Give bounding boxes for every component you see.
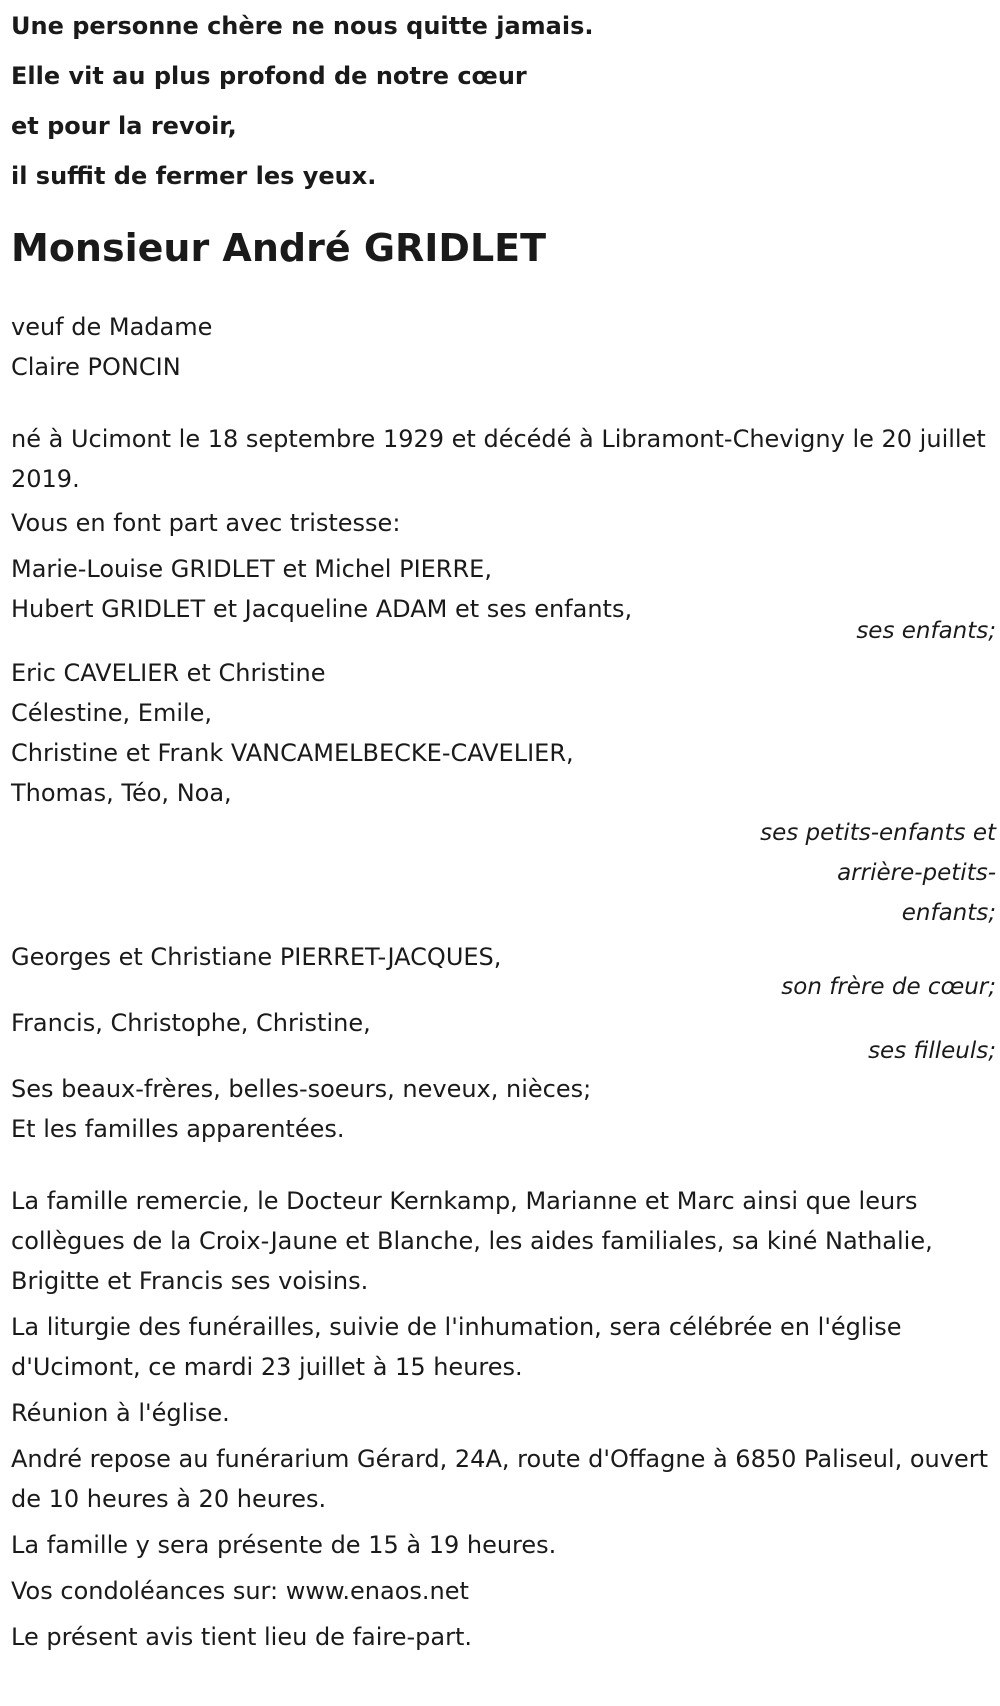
family-line: Hubert GRIDLET et Jacqueline ADAM et ses enfants, xyxy=(11,595,633,623)
other-relatives xyxy=(11,1069,996,1149)
quote-line: Elle vit au plus profond de notre cœur xyxy=(11,62,527,90)
notice-paragraph: Le présent avis tient lieu de faire-part. xyxy=(11,1623,473,1651)
presence-paragraph: La famille y sera présente de 15 à 19 heures. xyxy=(11,1531,557,1559)
godchildren-group xyxy=(11,1003,996,1071)
family-line: Ses beaux-frères, belles-soeurs, neveux, nièces; xyxy=(11,1075,592,1103)
condolences-paragraph: Vos condoléances sur: www.enaos.net xyxy=(11,1577,469,1605)
family-role: ses filleuls; xyxy=(868,1038,996,1064)
family-line: Et les familles apparentées. xyxy=(11,1115,345,1143)
family-line: Célestine, Emile, xyxy=(11,699,213,727)
grandchildren-group xyxy=(11,653,996,933)
announcement-intro: Vous en font part avec tristesse: xyxy=(11,509,401,537)
family-line: Marie-Louise GRIDLET et Michel PIERRE, xyxy=(11,555,492,583)
deceased-name: Monsieur André GRIDLET xyxy=(11,226,547,270)
widower-line: veuf de Madame xyxy=(11,313,213,341)
family-role: son frère de cœur; xyxy=(781,974,996,1000)
widower-line: Claire PONCIN xyxy=(11,353,181,381)
brother-group xyxy=(11,937,996,1007)
family-line: Georges et Christiane PIERRET-JACQUES, xyxy=(11,943,502,971)
quote-line: Une personne chère ne nous quitte jamais. xyxy=(11,12,594,40)
funerarium-paragraph: André repose au funérarium Gérard, 24A, route d'Offagne à 6850 Paliseul, ouvert de 10 heures à 20 heures. xyxy=(11,1445,988,1513)
memorial-quote xyxy=(11,1,996,201)
birth-death-info: né à Ucimont le 18 septembre 1929 et décédé à Libramont-Chevigny le 20 juillet 2019. xyxy=(11,425,986,493)
quote-line: il suffit de fermer les yeux. xyxy=(11,162,377,190)
children-group xyxy=(11,549,996,651)
liturgy-paragraph: La liturgie des funérailles, suivie de l'inhumation, sera célébrée en l'église d'Ucimont, ce mardi 23 juillet à 15 heures. xyxy=(11,1313,902,1381)
family-line: Eric CAVELIER et Christine xyxy=(11,659,326,687)
meeting-paragraph: Réunion à l'église. xyxy=(11,1399,230,1427)
obituary-notice xyxy=(11,0,996,1657)
family-line: Francis, Christophe, Christine, xyxy=(11,1009,371,1037)
thanks-paragraph: La famille remercie, le Docteur Kernkamp, Marianne et Marc ainsi que leurs collègues de la Croix-Jaune et Blanche, les aides familiales, sa kiné Nathalie, Brigitte et Francis ses voisins. xyxy=(11,1187,933,1295)
widower-info xyxy=(11,307,996,387)
quote-line: et pour la revoir, xyxy=(11,112,237,140)
family-line: Christine et Frank VANCAMELBECKE-CAVELIER, xyxy=(11,739,574,767)
family-role: ses petits-enfants et arrière-petits-enfants; xyxy=(760,820,996,926)
family-line: Thomas, Téo, Noa, xyxy=(11,779,232,807)
family-role: ses enfants; xyxy=(856,618,996,644)
